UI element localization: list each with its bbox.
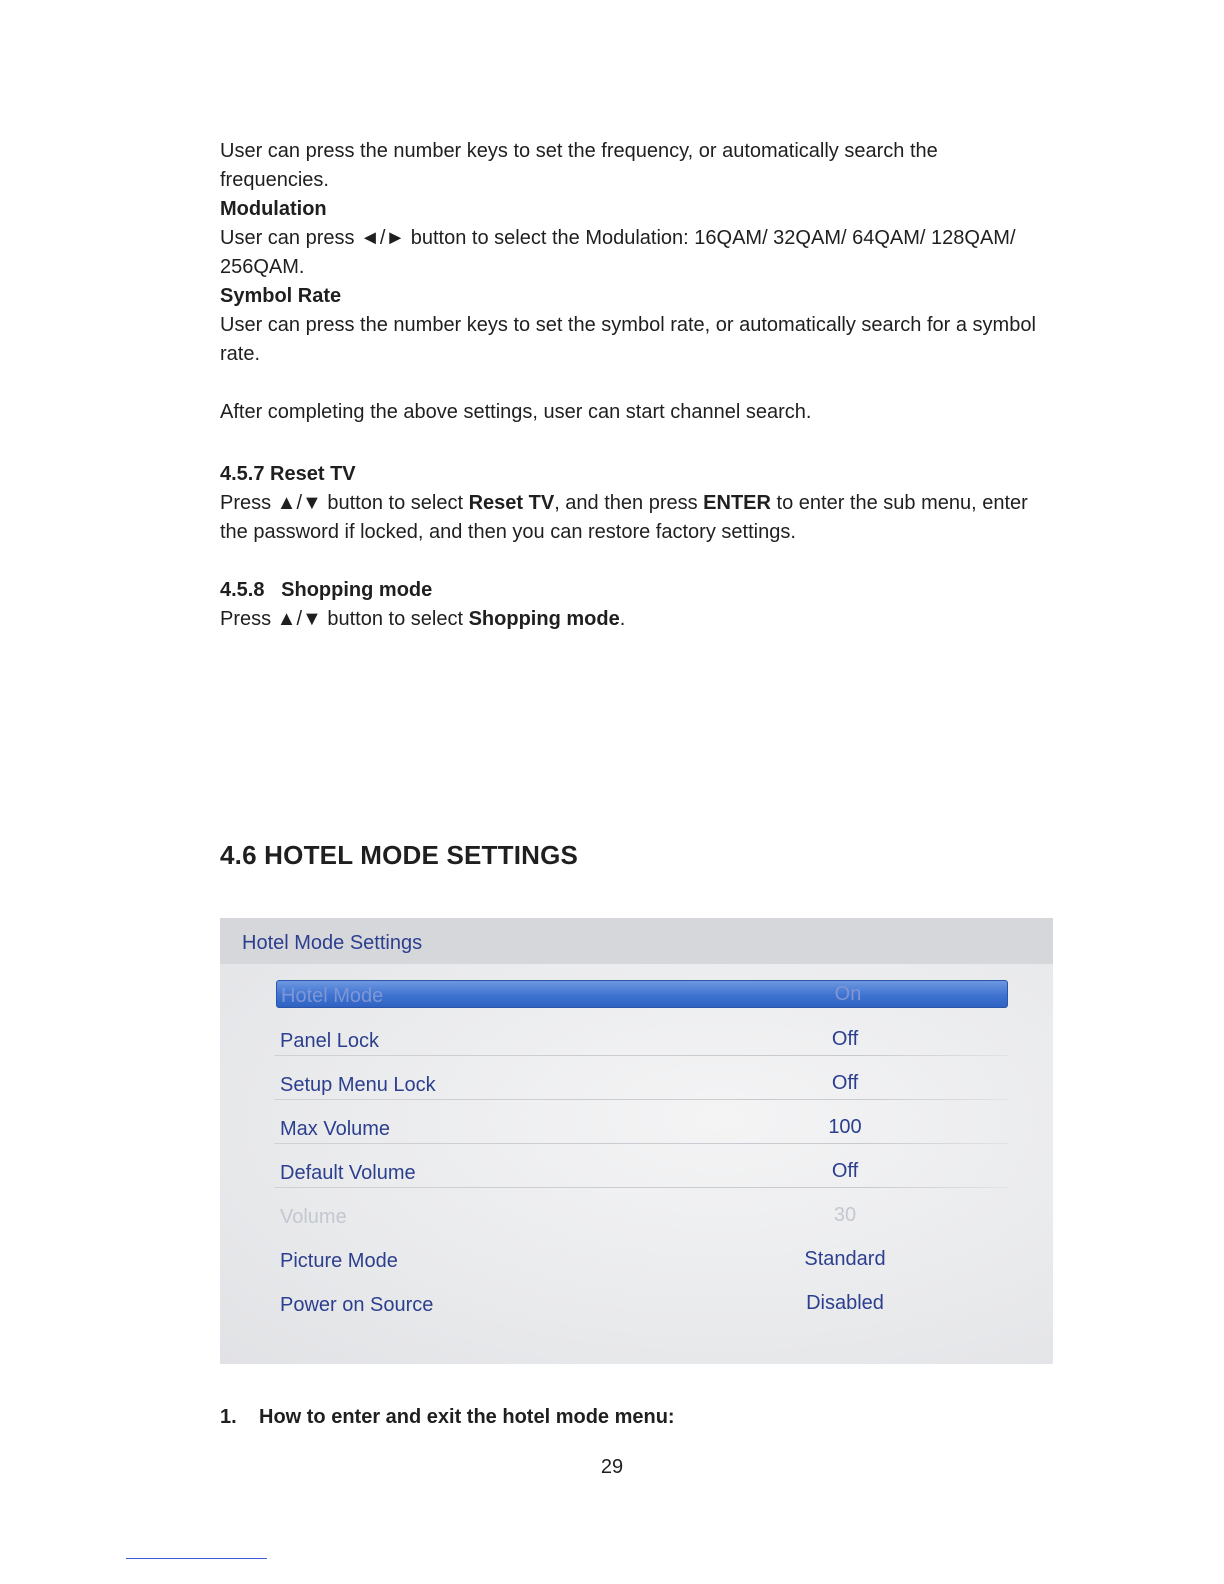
menu-header [220,918,1053,964]
menu-item-label: Max Volume [280,1118,391,1140]
frequency-text-line-1: User can press the number keys to set the frequency, or automatically search the [220,140,938,162]
shopping-mode-text: Press ▲/▼ button to select Shopping mode. [220,608,626,630]
menu-item-setup-menu-lock[interactable] [274,1068,1008,1098]
menu-item-value: 30 [833,1204,857,1226]
symbol-rate-text-line-2: rate. [220,343,261,365]
reset-tv-text-line-1: Press ▲/▼ button to select Reset TV, and then press ENTER to enter the sub menu, enter [220,492,1028,514]
reset-tv-heading: 4.5.7 Reset TV [220,463,356,485]
menu-item-value: Disabled [806,1292,884,1314]
modulation-text-line-2: 256QAM. [220,256,305,278]
symbol-rate-heading: Symbol Rate [220,285,342,307]
menu-item-volume [274,1200,1008,1230]
modulation-text-line-1: User can press ◄/► button to select the Modulation: 16QAM/ 32QAM/ 64QAM/ 128QAM/ [220,227,1016,249]
hotel-mode-settings-menu [220,918,1053,1364]
menu-item-label: Power on Source [280,1294,434,1316]
after-settings-text: After completing the above settings, user can start channel search. [220,401,812,423]
menu-item-value: Standard [804,1248,886,1270]
list-number: 1. [220,1406,237,1428]
menu-item-value: Off [831,1072,859,1094]
menu-item-power-on-source[interactable] [274,1288,1008,1318]
menu-item-default-volume[interactable] [274,1156,1008,1186]
body-text [220,137,1080,634]
menu-item-value: On [834,983,862,1005]
page-number: 29 [600,1456,624,1478]
menu-item-label: Default Volume [280,1162,416,1184]
menu-title: Hotel Mode Settings [242,932,423,954]
list-heading [220,1406,675,1429]
section-title: 4.6 HOTEL MODE SETTINGS [220,840,579,870]
modulation-heading: Modulation [220,198,327,220]
menu-item-label: Setup Menu Lock [280,1074,436,1096]
menu-item-label: Panel Lock [280,1030,379,1052]
frequency-text-line-2: frequencies. [220,169,329,191]
menu-item-label: Volume [280,1206,347,1228]
menu-item-value: Off [831,1028,859,1050]
symbol-rate-text-line-1: User can press the number keys to set the symbol rate, or automatically search for a symbol [220,314,1036,336]
menu-item-label: Hotel Mode [281,985,384,1007]
footer-divider [126,1558,267,1559]
list-heading-text: How to enter and exit the hotel mode menu: [259,1406,675,1428]
menu-item-panel-lock[interactable] [274,1024,1008,1054]
menu-item-value: Off [831,1160,859,1182]
menu-item-picture-mode[interactable] [274,1244,1008,1274]
menu-item-value: 100 [828,1116,862,1138]
menu-item-label: Picture Mode [280,1250,398,1272]
reset-tv-text-line-2: the password if locked, and then you can restore factory settings. [220,521,796,543]
shopping-mode-heading: 4.5.8 Shopping mode [220,579,433,601]
menu-item-max-volume[interactable] [274,1112,1008,1142]
menu-item-hotel-mode[interactable] [276,980,1008,1008]
